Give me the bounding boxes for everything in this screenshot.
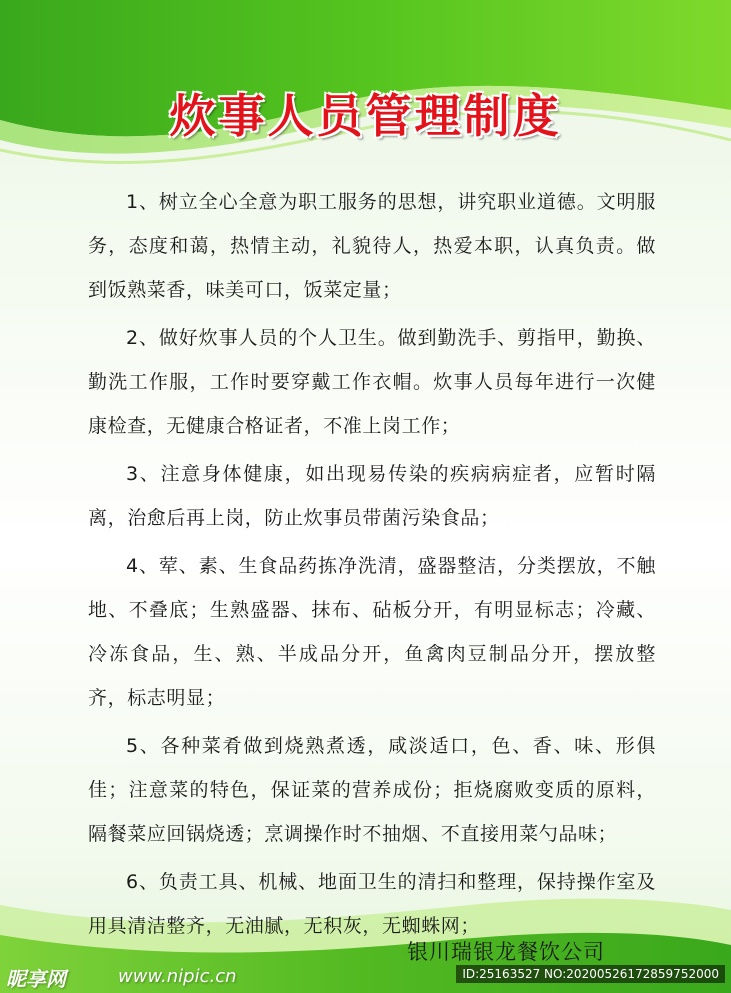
rule-item-1: 1、树立全心全意为职工服务的思想，讲究职业道德。文明服务，态度和蔼，热情主动，礼貌待人，热爱本职，认真负责。做到饭熟菜香，味美可口，饭菜定量； — [88, 191, 656, 301]
page-title: 炊事人员管理制度 — [169, 89, 562, 143]
rule-item-5: 5、各种菜肴做到烧熟煮透，咸淡适口，色、香、味、形俱佳；注意菜的特色，保证菜的营养成份；拒烧腐败变质的原料，隔餐菜应回锅烧透；烹调操作时不抽烟、不直接用菜勺品味； — [88, 735, 656, 845]
watermark-id: ID:25163527 NO:20200526172859752000 — [456, 965, 725, 983]
rules-list — [88, 180, 656, 952]
watermark-site: www.nipic.cn — [118, 966, 237, 987]
rule-item-2: 2、做好炊事人员的个人卫生。做到勤洗手、剪指甲，勤换、勤洗工作服，工作时要穿戴工作衣帽。炊事人员每年进行一次健康检查，无健康合格证者，不准上岗工作； — [88, 327, 656, 437]
rule-item-6: 6、负责工具、机械、地面卫生的清扫和整理，保持操作室及用具清洁整齐，无油腻，无积灰，无蜘蛛网； — [88, 871, 656, 937]
company-name: 银川瑞银龙餐饮公司 — [407, 940, 605, 964]
rule-item-3: 3、注意身体健康，如出现易传染的疾病病症者，应暂时隔离，治愈后再上岗，防止炊事员带菌污染食品； — [88, 463, 656, 529]
watermark-logo: 昵享网 — [6, 967, 66, 991]
rule-item-4: 4、荤、素、生食品药拣净洗清，盛器整洁，分类摆放，不触地、不叠底；生熟盛器、抹布、砧板分开，有明显标志；冷藏、冷冻食品，生、熟、半成品分开，鱼禽肉豆制品分开，摆放整齐，标志明显； — [88, 555, 656, 709]
